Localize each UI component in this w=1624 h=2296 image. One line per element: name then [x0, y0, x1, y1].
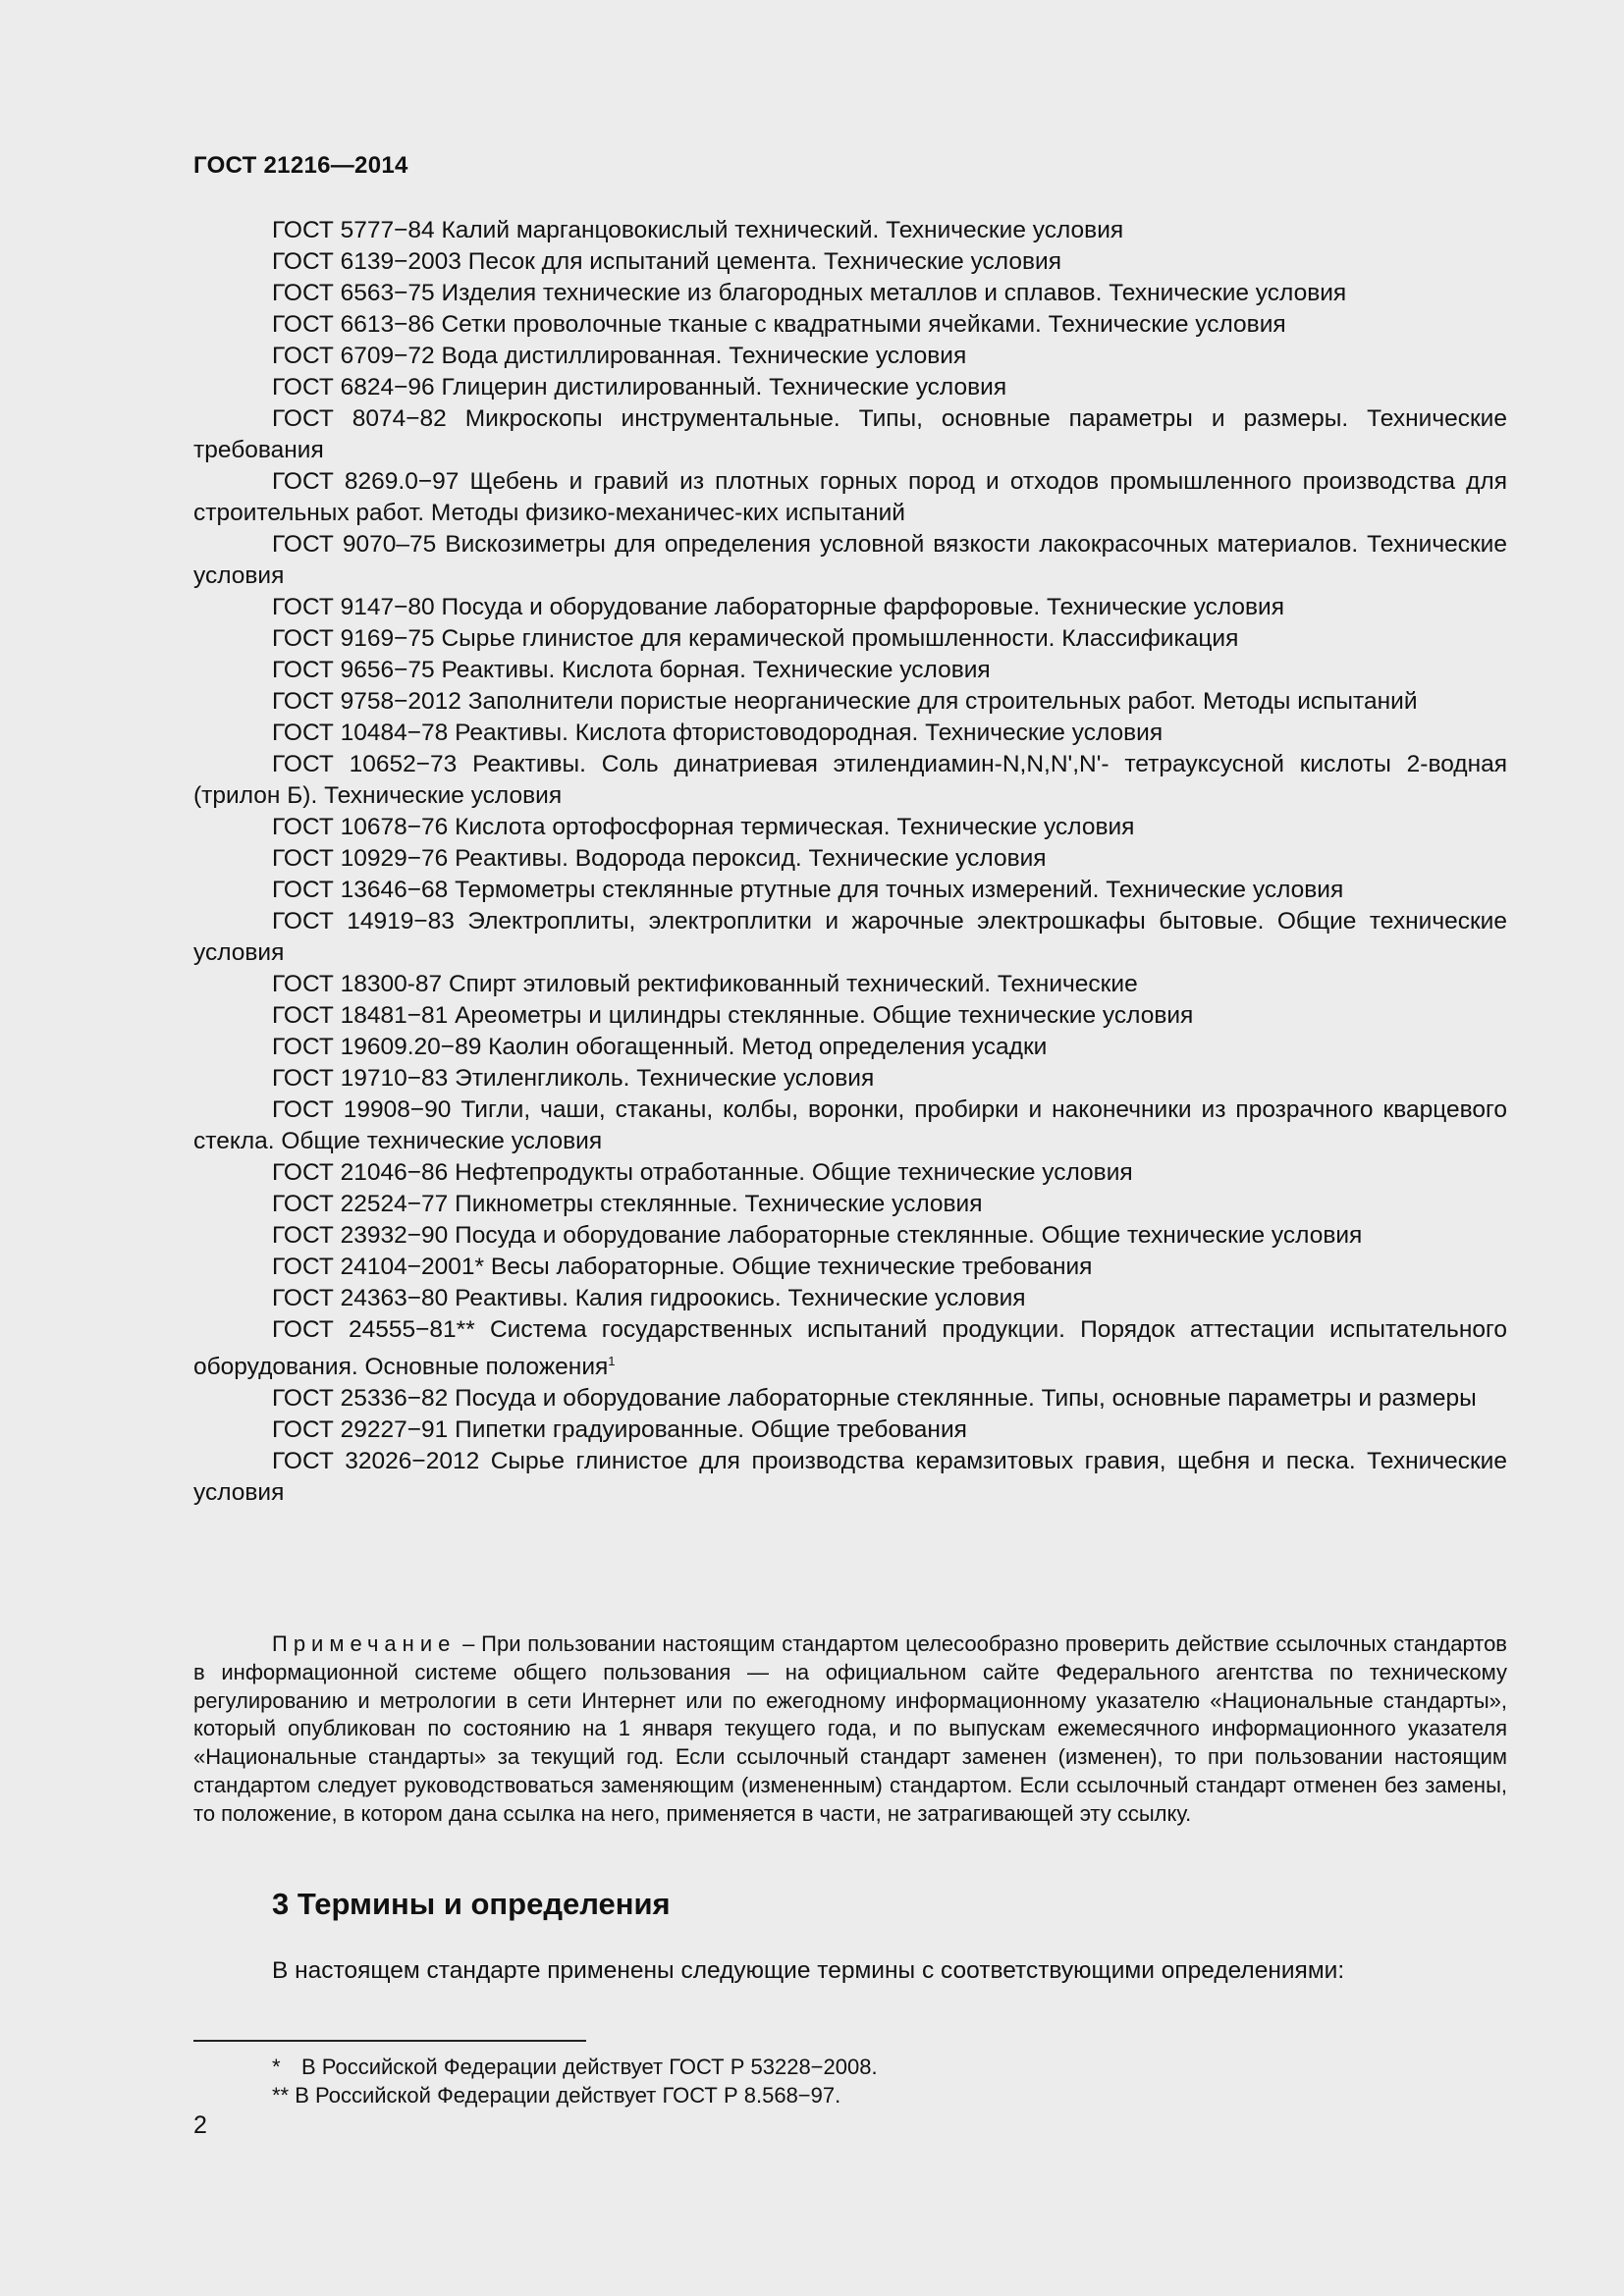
document-header: ГОСТ 21216—2014 — [193, 152, 408, 179]
reference-superscript: 1 — [608, 1354, 616, 1368]
footnote-mark: * — [272, 2055, 281, 2079]
reference-item: ГОСТ 13646−68 Термометры стеклянные ртутные для точных измерений. Технические условия — [272, 877, 1344, 903]
reference-item: ГОСТ 29227−91 Пипетки градуированные. Общие требования — [272, 1416, 967, 1444]
footnote-text: В Российской Федерации действует ГОСТ Р 8.568−97. — [295, 2083, 841, 2108]
reference-item: ГОСТ 10678−76 Кислота ортофосфорная термическая. Технические условия — [272, 814, 1135, 840]
reference-item: ГОСТ 6824−96 Глицерин дистилированный. Технические условия — [272, 374, 1007, 400]
reference-item: ГОСТ 9656−75 Реактивы. Кислота борная. Технические условия — [272, 657, 991, 683]
footnote-text: В Российской Федерации действует ГОСТ Р 53228−2008. — [301, 2055, 878, 2079]
reference-item: ГОСТ 21046−86 Нефтепродукты отработанные. Общие технические условия — [272, 1159, 1133, 1186]
reference-item: ГОСТ 19908−90 Тигли, чаши, стаканы, колбы, воронки, пробирки и наконечники из прозрачного кварцевого стекла. Общие технические условия — [193, 1096, 1507, 1154]
footnote-item — [272, 2081, 878, 2109]
footnotes — [272, 2053, 878, 2109]
note-label: Примечание — [272, 1631, 457, 1656]
reference-item: ГОСТ 10484−78 Реактивы. Кислота фтористоводородная. Технические условия — [272, 720, 1164, 746]
section-title: 3 Термины и определения — [272, 1887, 671, 1921]
reference-item: ГОСТ 24104−2001* Весы лабораторные. Общие технические требования — [272, 1254, 1093, 1280]
reference-item: ГОСТ 10652−73 Реактивы. Соль динатриевая этилендиамин-N,N,N',N'- тетрауксусной кислоты 2-водная (трилон Б). Технические условия — [193, 751, 1507, 809]
page-number: 2 — [193, 2111, 207, 2139]
reference-item — [193, 1314, 1507, 1383]
reference-item: ГОСТ 23932−90 Посуда и оборудование лабораторные стеклянные. Общие технические условия — [272, 1222, 1363, 1249]
reference-item: ГОСТ 5777−84 Калий марганцовокислый технический. Технические условия — [272, 217, 1124, 243]
reference-item: ГОСТ 6613−86 Сетки проволочные тканые с квадратными ячейками. Технические условия — [272, 311, 1286, 338]
reference-item: ГОСТ 32026−2012 Сырье глинистое для производства керамзитовых гравия, щебня и песка. Технические условия — [193, 1448, 1507, 1507]
reference-item: ГОСТ 9169−75 Сырье глинистое для керамической промышленности. Классификация — [272, 625, 1239, 652]
footnote-divider — [193, 2040, 586, 2042]
reference-item: ГОСТ 14919−83 Электроплиты, электроплитки и жарочные электрошкафы бытовые. Общие технические условия — [193, 908, 1507, 966]
reference-item: ГОСТ 10929−76 Реактивы. Водорода пероксид. Технические условия — [272, 845, 1047, 872]
footnote-mark: ** — [272, 2083, 290, 2108]
note-text: – При пользовании настоящим стандартом целесообразно проверить действие ссылочных стандартов в информационной системе общего пользования — на официальном сайте Федерального агентства по техническому регулированию и метрологии в сети Интернет или по ежегодному информационному указателю «Национальные стандарты», который опубликован по состоянию на 1 января текущего года, и по выпускам ежемесячного информационного указателя «Национальные стандарты» за текущий год. Если ссылочный стандарт заменен (изменен), то при пользовании настоящим стандартом следует руководствоваться заменяющим (измененным) стандартом. Если ссылочный стандарт отменен без замены, то положение, в котором дана ссылка на него, применяется в части, не затрагивающей эту ссылку. — [193, 1631, 1507, 1826]
reference-item: ГОСТ 8074−82 Микроскопы инструментальные. Типы, основные параметры и размеры. Технические требования — [193, 405, 1507, 463]
reference-item: ГОСТ 6563−75 Изделия технические из благородных металлов и сплавов. Технические условия — [272, 280, 1347, 306]
reference-item: ГОСТ 9070–75 Вискозиметры для определения условной вязкости лакокрасочных материалов. Технические условия — [193, 531, 1507, 589]
reference-item: ГОСТ 18481−81 Ареометры и цилиндры стеклянные. Общие технические условия — [272, 1002, 1194, 1029]
reference-item: ГОСТ 8269.0−97 Щебень и гравий из плотных горных пород и отходов промышленного производства для строительных работ. Методы физико-механичес-ких испытаний — [193, 468, 1507, 526]
reference-item: ГОСТ 18300-87 Спирт этиловый ректификованный технический. Технические — [272, 971, 1138, 997]
reference-item: ГОСТ 19710−83 Этиленгликоль. Технические условия — [272, 1065, 875, 1092]
footnote-item — [272, 2053, 878, 2081]
reference-item: ГОСТ 24363−80 Реактивы. Калия гидроокись. Технические условия — [272, 1285, 1026, 1311]
reference-item: ГОСТ 9147−80 Посуда и оборудование лабораторные фарфоровые. Технические условия — [272, 594, 1284, 620]
reference-item: ГОСТ 25336−82 Посуда и оборудование лабораторные стеклянные. Типы, основные параметры и размеры — [272, 1385, 1477, 1413]
reference-item: ГОСТ 6709−72 Вода дистиллированная. Технические условия — [272, 343, 967, 369]
reference-item: ГОСТ 22524−77 Пикнометры стеклянные. Технические условия — [272, 1191, 983, 1217]
reference-item: ГОСТ 19609.20−89 Каолин обогащенный. Метод определения усадки — [272, 1034, 1048, 1060]
reference-item: ГОСТ 6139−2003 Песок для испытаний цемента. Технические условия — [272, 248, 1061, 275]
reference-item: ГОСТ 9758−2012 Заполнители пористые неорганические для строительных работ. Методы испытаний — [272, 688, 1418, 715]
normative-references-list — [193, 215, 1507, 1509]
note-paragraph — [193, 1630, 1507, 1829]
reference-text: ГОСТ 24555−81** Система государственных испытаний продукции. Порядок аттестации испытательного оборудования. Основные положения — [193, 1316, 1507, 1381]
section-intro: В настоящем стандарте применены следующие термины с соответствующими определениями: — [272, 1957, 1345, 1984]
